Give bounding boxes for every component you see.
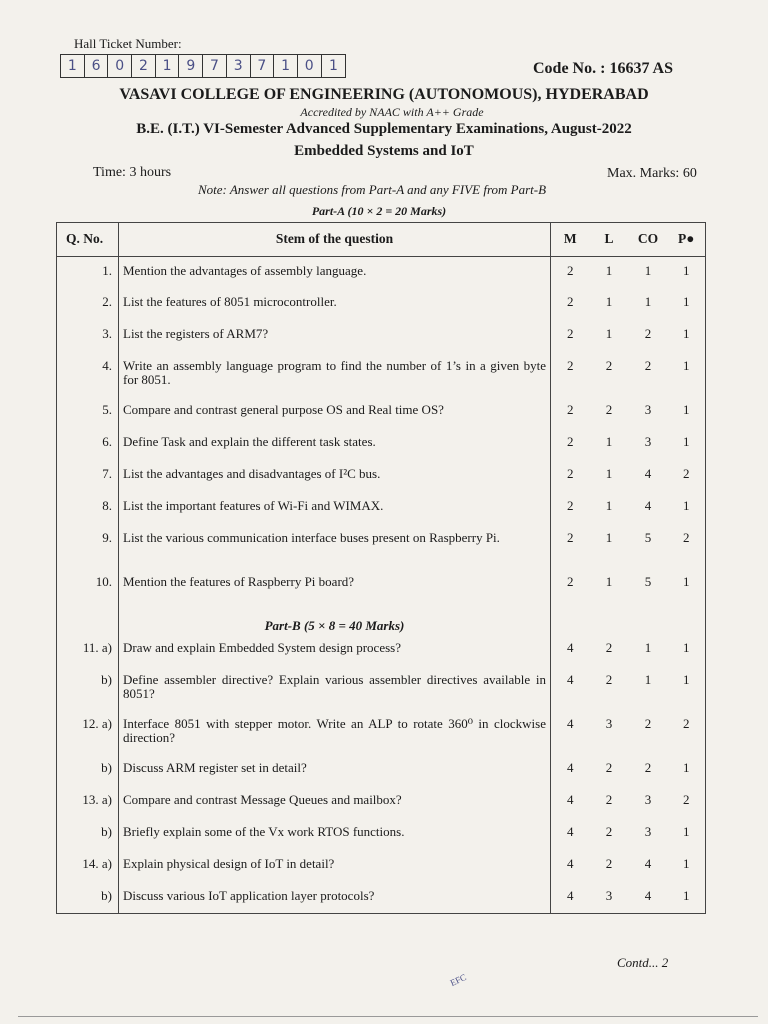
question-number: b) — [57, 754, 119, 786]
col-header-po: P● — [668, 223, 706, 257]
exam-title: B.E. (I.T.) VI-Semester Advanced Supplementary Examinations, August-2022 — [136, 121, 632, 137]
question-number: b) — [57, 818, 119, 850]
question-po: 2 — [668, 524, 706, 568]
question-po: 1 — [668, 818, 706, 850]
question-number: 10. — [57, 568, 119, 612]
question-po: 1 — [668, 634, 706, 666]
table-row — [57, 710, 706, 754]
question-po: 2 — [668, 460, 706, 492]
question-co: 1 — [644, 671, 652, 687]
table-row — [57, 818, 706, 850]
part-b-title-row — [57, 612, 706, 634]
question-po: 1 — [668, 396, 706, 428]
question-co: 1 — [644, 639, 652, 655]
question-number: 8. — [57, 492, 119, 524]
question-co: 3 — [644, 791, 652, 807]
part-b-rows — [57, 634, 706, 914]
question-number: 13. a) — [57, 786, 119, 818]
question-level: 2 — [605, 791, 613, 807]
accreditation-line: Accredited by NAAC with A++ Grade — [300, 105, 484, 119]
question-co: 4 — [629, 882, 668, 914]
question-level: 1 — [605, 573, 613, 589]
question-marks: 2 — [551, 524, 590, 568]
col-header-co: CO — [637, 231, 659, 247]
question-level: 3 — [605, 715, 613, 731]
table-row — [57, 460, 706, 492]
question-number: 4. — [57, 352, 119, 396]
question-marks: 4 — [551, 882, 590, 914]
table-row — [57, 352, 706, 396]
question-table — [56, 222, 706, 914]
question-marks: 2 — [551, 460, 590, 492]
question-number: 7. — [57, 460, 119, 492]
question-co: 3 — [644, 434, 652, 450]
question-number: 1. — [57, 256, 119, 288]
page-edge-line — [18, 1016, 758, 1017]
question-number: 9. — [57, 524, 119, 568]
question-number: 11. a) — [57, 634, 119, 666]
ticket-digit: 2 — [132, 55, 156, 77]
question-stem: Define Task and explain the different task states. — [123, 434, 376, 450]
question-marks: 4 — [551, 850, 590, 882]
part-b-title: Part-B (5 × 8 = 40 Marks) — [264, 618, 405, 634]
question-stem: List the registers of ARM7? — [123, 326, 269, 342]
question-stem: Mention the advantages of assembly language. — [123, 262, 367, 278]
question-level: 2 — [605, 823, 613, 839]
question-marks: 4 — [551, 634, 590, 666]
question-stem: Write an assembly language program to find the number of 1’s in a given byte for 8051. — [123, 358, 546, 388]
question-stem: List the various communication interface buses present on Raspberry Pi. — [123, 529, 500, 545]
question-po: 2 — [668, 710, 706, 754]
question-number: 14. a) — [57, 850, 119, 882]
ticket-digit: 1 — [274, 55, 298, 77]
question-level: 1 — [605, 262, 613, 278]
question-number: 6. — [57, 428, 119, 460]
question-stem: Explain physical design of IoT in detail? — [123, 855, 335, 871]
question-level: 1 — [605, 497, 613, 513]
question-level: 2 — [605, 639, 613, 655]
question-po: 1 — [668, 428, 706, 460]
question-po: 1 — [668, 352, 706, 396]
question-co: 2 — [644, 326, 652, 342]
exam-duration: Time: 3 hours — [93, 165, 172, 180]
hall-ticket-label: Hall Ticket Number: — [74, 36, 182, 51]
ticket-digit: 7 — [203, 55, 227, 77]
question-co: 2 — [644, 715, 652, 731]
question-marks: 2 — [551, 568, 590, 612]
question-co: 3 — [644, 823, 652, 839]
question-level: 2 — [605, 358, 613, 374]
question-po: 1 — [668, 288, 706, 320]
question-co: 4 — [644, 855, 652, 871]
question-stem: Interface 8051 with stepper motor. Write an ALP to rotate 360⁰ in clockwise direction? — [123, 715, 546, 745]
question-marks: 4 — [551, 818, 590, 850]
table-row — [57, 524, 706, 568]
question-marks: 2 — [551, 428, 590, 460]
question-stem: List the important features of Wi-Fi and WIMAX. — [123, 497, 384, 513]
question-stem: Discuss various IoT application layer protocols? — [119, 882, 551, 914]
col-header-marks: M — [551, 223, 590, 257]
question-marks: 2 — [551, 352, 590, 396]
question-co: 2 — [644, 760, 652, 776]
question-co: 5 — [644, 529, 652, 545]
question-marks: 2 — [551, 256, 590, 288]
question-stem: Discuss ARM register set in detail? — [123, 760, 307, 776]
question-number: 12. a) — [57, 710, 119, 754]
table-row — [57, 256, 706, 288]
table-row — [57, 786, 706, 818]
question-marks: 4 — [551, 710, 590, 754]
code-number: Code No. : 16637 AS — [533, 60, 674, 77]
question-marks: 4 — [551, 786, 590, 818]
question-marks: 2 — [551, 288, 590, 320]
table-row — [57, 634, 706, 666]
question-level: 2 — [605, 402, 613, 418]
table-row — [57, 754, 706, 786]
ticket-digit: 6 — [85, 55, 109, 77]
ink-stamp: EFC — [448, 971, 468, 989]
question-level: 1 — [605, 294, 613, 310]
question-number: 2. — [57, 288, 119, 320]
question-po: 1 — [668, 568, 706, 612]
ticket-digit: 0 — [298, 55, 322, 77]
table-row — [57, 666, 706, 710]
question-number: 3. — [57, 320, 119, 352]
question-po: 1 — [668, 882, 706, 914]
question-marks: 2 — [551, 320, 590, 352]
college-name: VASAVI COLLEGE OF ENGINEERING (AUTONOMOUS), HYDERABAD — [119, 86, 649, 103]
ticket-digit: 1 — [328, 58, 338, 74]
question-level: 2 — [605, 671, 613, 687]
question-number: 5. — [57, 396, 119, 428]
ticket-digit: 1 — [61, 55, 85, 77]
question-co: 2 — [644, 358, 652, 374]
question-co: 1 — [644, 262, 652, 278]
question-marks: 4 — [551, 666, 590, 710]
table-row — [57, 428, 706, 460]
col-header-level: L — [604, 231, 614, 247]
hall-ticket-number-boxes — [60, 54, 346, 78]
question-stem: Draw and explain Embedded System design process? — [123, 639, 401, 655]
ticket-digit: 3 — [227, 55, 251, 77]
question-level: 1 — [605, 434, 613, 450]
question-stem: List the advantages and disadvantages of I²C bus. — [123, 466, 381, 481]
ticket-digit: 1 — [156, 55, 180, 77]
question-marks: 2 — [551, 492, 590, 524]
table-row — [57, 396, 706, 428]
table-row — [57, 288, 706, 320]
table-row — [57, 492, 706, 524]
ticket-digit: 0 — [108, 55, 132, 77]
question-level: 2 — [605, 855, 613, 871]
question-level: 1 — [605, 326, 613, 342]
table-header-row — [57, 223, 706, 257]
question-co: 3 — [644, 402, 652, 418]
table-row — [57, 568, 706, 612]
question-co: 1 — [644, 294, 652, 310]
continued-note: Contd... 2 — [617, 955, 669, 970]
question-level: 1 — [605, 466, 613, 481]
question-stem: List the features of 8051 microcontroller. — [123, 294, 337, 310]
col-header-stem: Stem of the question — [275, 231, 394, 247]
question-po: 1 — [668, 256, 706, 288]
table-row — [57, 320, 706, 352]
question-co: 4 — [644, 497, 652, 513]
max-marks: Max. Marks: 60 — [607, 166, 697, 181]
question-po: 1 — [668, 850, 706, 882]
question-level: 2 — [605, 760, 613, 776]
question-marks: 2 — [551, 396, 590, 428]
question-po: 1 — [668, 492, 706, 524]
subject-title: Embedded Systems and IoT — [294, 143, 474, 159]
question-co: 5 — [644, 573, 652, 589]
part-a-rows — [57, 256, 706, 612]
question-number: b) — [57, 882, 119, 914]
question-po: 2 — [668, 786, 706, 818]
question-stem: Compare and contrast Message Queues and mailbox? — [123, 791, 402, 807]
part-a-title: Part-A (10 × 2 = 20 Marks) — [311, 204, 447, 218]
question-marks: 4 — [551, 754, 590, 786]
question-stem: Compare and contrast general purpose OS and Real time OS? — [123, 402, 444, 418]
question-stem: Mention the features of Raspberry Pi board? — [123, 573, 355, 589]
question-level: 3 — [590, 882, 629, 914]
question-po: 1 — [668, 754, 706, 786]
question-po: 1 — [668, 320, 706, 352]
ticket-digit: 9 — [179, 55, 203, 77]
question-number: b) — [57, 666, 119, 710]
question-co: 4 — [644, 466, 652, 481]
table-row — [57, 850, 706, 882]
question-stem: Define assembler directive? Explain various assembler directives available in 8051? — [123, 671, 546, 701]
question-po: 1 — [668, 666, 706, 710]
table-row — [57, 882, 706, 914]
instruction-note: Note: Answer all questions from Part-A and any FIVE from Part-B — [197, 182, 547, 197]
ticket-digit: 7 — [251, 55, 275, 77]
question-stem: Briefly explain some of the Vx work RTOS functions. — [123, 823, 405, 839]
col-header-qno: Q. No. — [57, 223, 119, 257]
question-level: 1 — [605, 529, 613, 545]
